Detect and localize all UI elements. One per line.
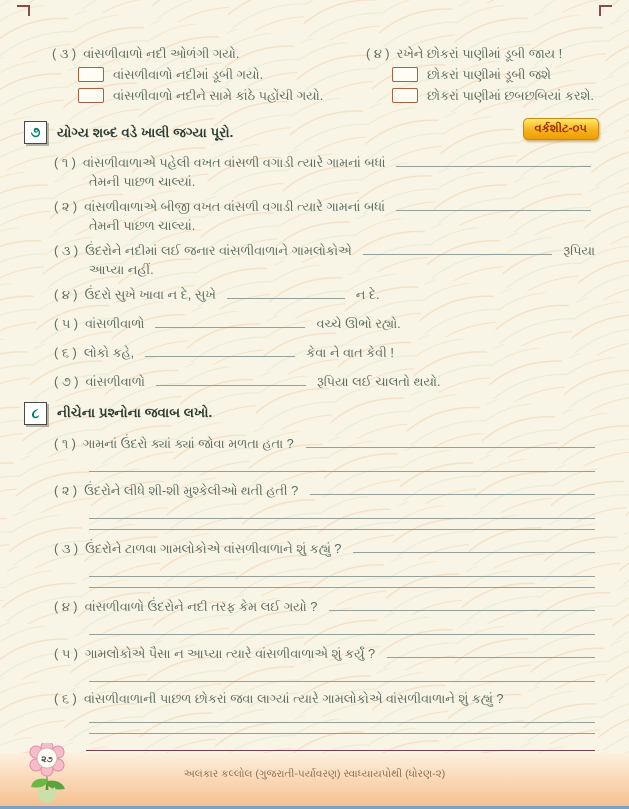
checkbox[interactable] [392, 88, 418, 103]
footer-caption: અલંકાર કલ્લોલ (ગુજરાતી-પર્યાવરણ) સ્વાધ્યાયપોથી (ધોરણ-૨) [183, 768, 446, 780]
item-number: ( ૬ ) [54, 690, 77, 706]
question-text: ગામલોકોએ પૈસા ન આપ્યા ત્યારે વાંસળીવાળાએ શું કર્યું ? [85, 645, 376, 661]
flower-mascot [25, 743, 77, 805]
item-text: વાંસળીવાળાએ પહેલી વખત વાંસળી વગાડી ત્યારે ગામનાં બધાં [82, 154, 386, 170]
item-number: ( ૧ ) [54, 435, 76, 451]
question-item [54, 644, 595, 682]
item-text: કેવા ને વાત કેવી ! [306, 344, 394, 360]
fill-item [54, 314, 595, 332]
fill-blank[interactable] [145, 343, 295, 357]
item-text: ઉંદરોને નદીમાં લઈ જનાર વાંસળીવાળાને ગામલોકોએ [85, 242, 352, 258]
answer-line[interactable] [89, 471, 595, 472]
fill-item [54, 197, 595, 234]
question-text: ગામનાં ઉંદરો ક્યાં ક્યાં જોવા મળતા હતા ? [82, 435, 294, 451]
answer-line[interactable] [89, 518, 595, 519]
answer-line[interactable] [89, 587, 595, 588]
mcq-option [78, 67, 342, 83]
checkbox[interactable] [392, 67, 418, 82]
option-text: છોકરાં પાણીમાં ડૂબી જશે [427, 66, 551, 82]
question-item [54, 691, 595, 734]
fill-blank[interactable] [227, 285, 345, 299]
item-text: ન દે. [355, 286, 380, 302]
item-number: ( ૪ ) [366, 46, 390, 61]
item-number: ( ૪ ) [54, 598, 78, 614]
answer-line[interactable] [89, 733, 595, 734]
question-text: વાંસળીવાળો નદી ઓળંગી ગયો. [83, 46, 240, 61]
answer-line[interactable] [89, 634, 595, 635]
item-text: વાંસળીવાળો [85, 315, 145, 331]
answer-line[interactable] [387, 644, 595, 658]
item-number: ( ૫ ) [54, 645, 79, 661]
item-number: ( ૩ ) [54, 242, 79, 258]
section-8-header [24, 402, 595, 426]
item-number: ( ૬ ) [54, 344, 77, 360]
mcq-option [78, 88, 342, 104]
fill-blank[interactable] [156, 372, 306, 386]
fill-blank[interactable] [396, 153, 591, 167]
item-text: વાંસળીવાળો [85, 373, 145, 389]
item-text: ઉંદરો સુખે ખાવા ન દે, સુખે [84, 286, 216, 302]
mcq-section [30, 46, 595, 109]
question-item [54, 539, 595, 588]
question-item [54, 434, 595, 472]
worksheet-badge: વર્કશીટ-૦૫ [523, 118, 599, 140]
fill-blank[interactable] [155, 314, 305, 328]
item-number: ( ૭ ) [54, 373, 79, 389]
answer-line[interactable] [353, 539, 595, 553]
item-number: ( ૪ ) [54, 286, 78, 302]
option-text: વાંસળીવાળો નદીમાં ડૂબી ગયો. [113, 66, 264, 82]
answer-line[interactable] [329, 597, 595, 611]
answer-line[interactable] [306, 434, 595, 448]
answer-line[interactable] [89, 576, 595, 577]
question-text: ઉંદરોને લીધે શી-શી મુશ્કેલીઓ થતી હતી ? [84, 482, 299, 498]
footer-divider [86, 750, 595, 751]
question-text: વાંસળીવાળો ઉંદરોને નદી તરફ કેમ લઈ ગયો ? [84, 598, 318, 614]
item-text: રૂપિયા [563, 242, 595, 258]
question-text: રખેને છોકરાં પાણીમાં ડૂબી જાય ! [396, 46, 563, 61]
section-number: ૭ [24, 121, 47, 144]
footer-band [0, 753, 629, 806]
mcq-option [392, 88, 595, 104]
mcq-item [30, 46, 342, 109]
section-title: યોગ્ય શબ્દ વડે ખાલી જગ્યા પૂરો. [57, 124, 234, 140]
item-text: વાંસળીવાળાએ બીજી વખત વાંસળી વગાડી ત્યારે ગામનાં બધાં [84, 198, 386, 214]
item-number: ( ૩ ) [54, 540, 79, 556]
option-text: વાંસળીવાળો નદીને સામે કાંઠે પહોંચી ગયો. [113, 87, 324, 103]
question-text: ઉંદરોને ટાળવા ગામલોકોએ વાંસળીવાળાને શું કહ્યું ? [85, 540, 342, 556]
answer-line[interactable] [89, 529, 595, 530]
answer-line[interactable] [310, 481, 595, 495]
item-text: આપ્યા નહીં. [89, 261, 154, 277]
item-text: વચ્ચે ઊભો રહ્યો. [316, 315, 401, 331]
item-text: રૂપિયા લઈ ચાલતો થયો. [316, 373, 441, 389]
option-text: છોકરાં પાણીમાં છબછબિયાં કરશે. [427, 87, 594, 103]
section-title: નીચેના પ્રશ્નોના જવાબ લખો. [57, 405, 213, 421]
item-number: ( ૨ ) [54, 482, 78, 498]
fill-item [54, 372, 595, 390]
item-text: તેમની પાછળ ચાલ્યાં. [89, 217, 196, 233]
fill-item [54, 153, 595, 190]
section-number: ૮ [24, 402, 47, 425]
item-number: ( ૩ ) [52, 46, 77, 61]
item-number: ( ૫ ) [54, 315, 79, 331]
question-item [54, 481, 595, 530]
fill-item [54, 343, 595, 361]
question-item [54, 597, 595, 635]
checkbox[interactable] [78, 67, 104, 82]
answer-line[interactable] [89, 722, 595, 723]
fill-blank[interactable] [363, 241, 553, 255]
item-number: ( ૧ ) [54, 154, 76, 170]
checkbox[interactable] [78, 88, 104, 103]
answer-line[interactable] [89, 681, 595, 682]
item-text: તેમની પાછળ ચાલ્યાં. [89, 173, 196, 189]
mcq-item [342, 46, 595, 109]
section-7-header [24, 121, 595, 145]
page-number: ૨૭ [41, 754, 53, 764]
mcq-option [392, 67, 595, 83]
fill-blank[interactable] [396, 197, 591, 211]
item-text: લોકો કહે, [83, 344, 135, 360]
fill-item [54, 241, 595, 278]
question-text: વાંસળીવાળાની પાછળ છોકરાં જવા લાગ્યાં ત્યારે ગામલોકોએ વાંસળીવાળાને શું કહ્યું ? [83, 690, 504, 706]
fill-item [54, 285, 595, 303]
item-number: ( ૨ ) [54, 198, 78, 214]
